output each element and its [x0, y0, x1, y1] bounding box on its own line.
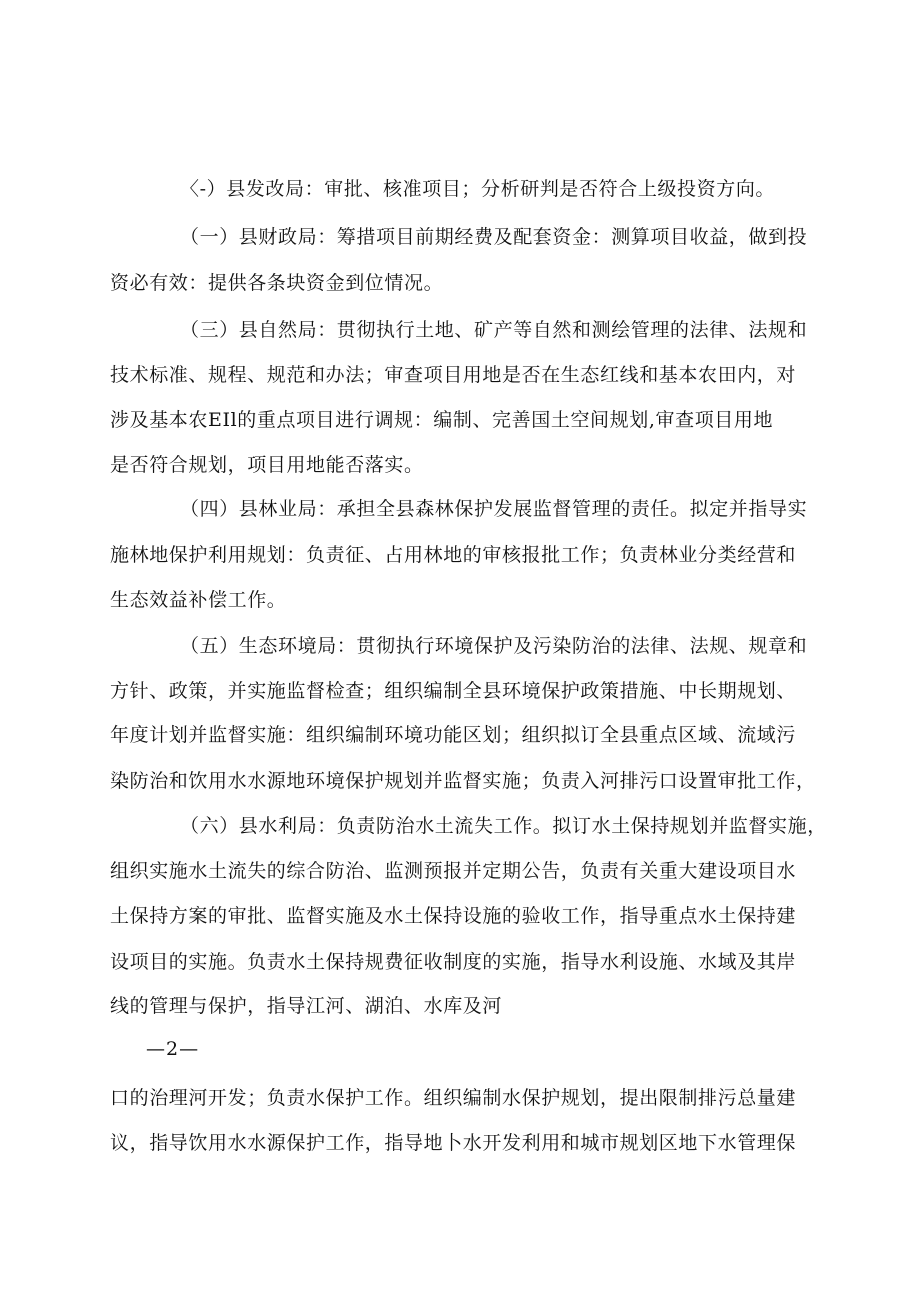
paragraph-3-line-3: 涉及基本农EIl的重点项目进行调规：编制、完善国土空间规划,审查项目用地: [110, 409, 774, 431]
paragraph-3-line-2: 技术标准、规程、规范和办法；审查项目用地是否在生态红线和基本农田内，对: [110, 364, 797, 386]
paragraph-6-line-2: 组织实施水土流失的综合防治、监测预报并定期公告，负责有关重大建设项目水: [110, 860, 797, 882]
paragraph-4-line-3: 生态效益补偿工作。: [110, 589, 287, 611]
continuation-line-2: 议，指导饮用水水源保护工作，指导地卜水开发利用和城市规划区地下水管理保: [110, 1132, 797, 1154]
paragraph-3-line-1: （三）县自然局：贯彻执行土地、矿产等自然和测绘管理的法律、法规和: [180, 319, 808, 341]
continuation-line-1: 口的治理河开发；负责水保护工作。组织编制水保护规划，提出限制排污总量建: [110, 1087, 797, 1109]
page-number: —2—: [146, 1038, 200, 1060]
paragraph-6-line-3: 土保持方案的审批、监督实施及水土保持设施的验收工作，指导重点水土保持建: [110, 905, 797, 927]
paragraph-2-line-1: （一）县财政局：筹措项目前期经费及配套资金：测算项目收益，做到投: [180, 226, 808, 248]
paragraph-4-line-2: 施林地保护利用规划：负责征、占用林地的审核报批工作；负责林业分类经营和: [110, 544, 797, 566]
paragraph-5-line-4: 染防治和饮用水水源地环境保护规划并监督实施；负责入河排污口设置审批工作，: [110, 770, 816, 792]
paragraph-6-line-4: 设项目的实施。负责水土保持规费征收制度的实施，指导水利设施、水域及其岸: [110, 951, 797, 973]
paragraph-3-line-4: 是否符合规划，项目用地能否落实。: [110, 454, 424, 476]
paragraph-2-line-2: 资必有效：提供各条块资金到位情况。: [110, 272, 444, 294]
paragraph-6-line-1: （六）县水利局：负责防治水土流失工作。拟订水土保持规划并监督实施，: [180, 815, 827, 837]
paragraph-6-line-5: 线的管理与保护，指导江河、湖泊、水库及河: [110, 995, 503, 1017]
paragraph-5-line-2: 方针、政策，并实施监督检查；组织编制全县环境保护政策措施、中长期规划、: [110, 680, 797, 702]
paragraph-5-line-1: （五）生态环境局：贯彻执行环境保护及污染防治的法律、法规、规章和: [180, 635, 808, 657]
paragraph-5-line-3: 年度计划并监督实施：组织编制环境功能区划；组织拟订全县重点区域、流域污: [110, 724, 797, 746]
paragraph-1-line-1: 〈-）县发改局：审批、核准项目；分析研判是否符合上级投资方向。: [180, 178, 776, 200]
paragraph-4-line-1: （四）县林业局：承担全县森林保护发展监督管理的责任。拟定并指导实: [180, 498, 808, 520]
